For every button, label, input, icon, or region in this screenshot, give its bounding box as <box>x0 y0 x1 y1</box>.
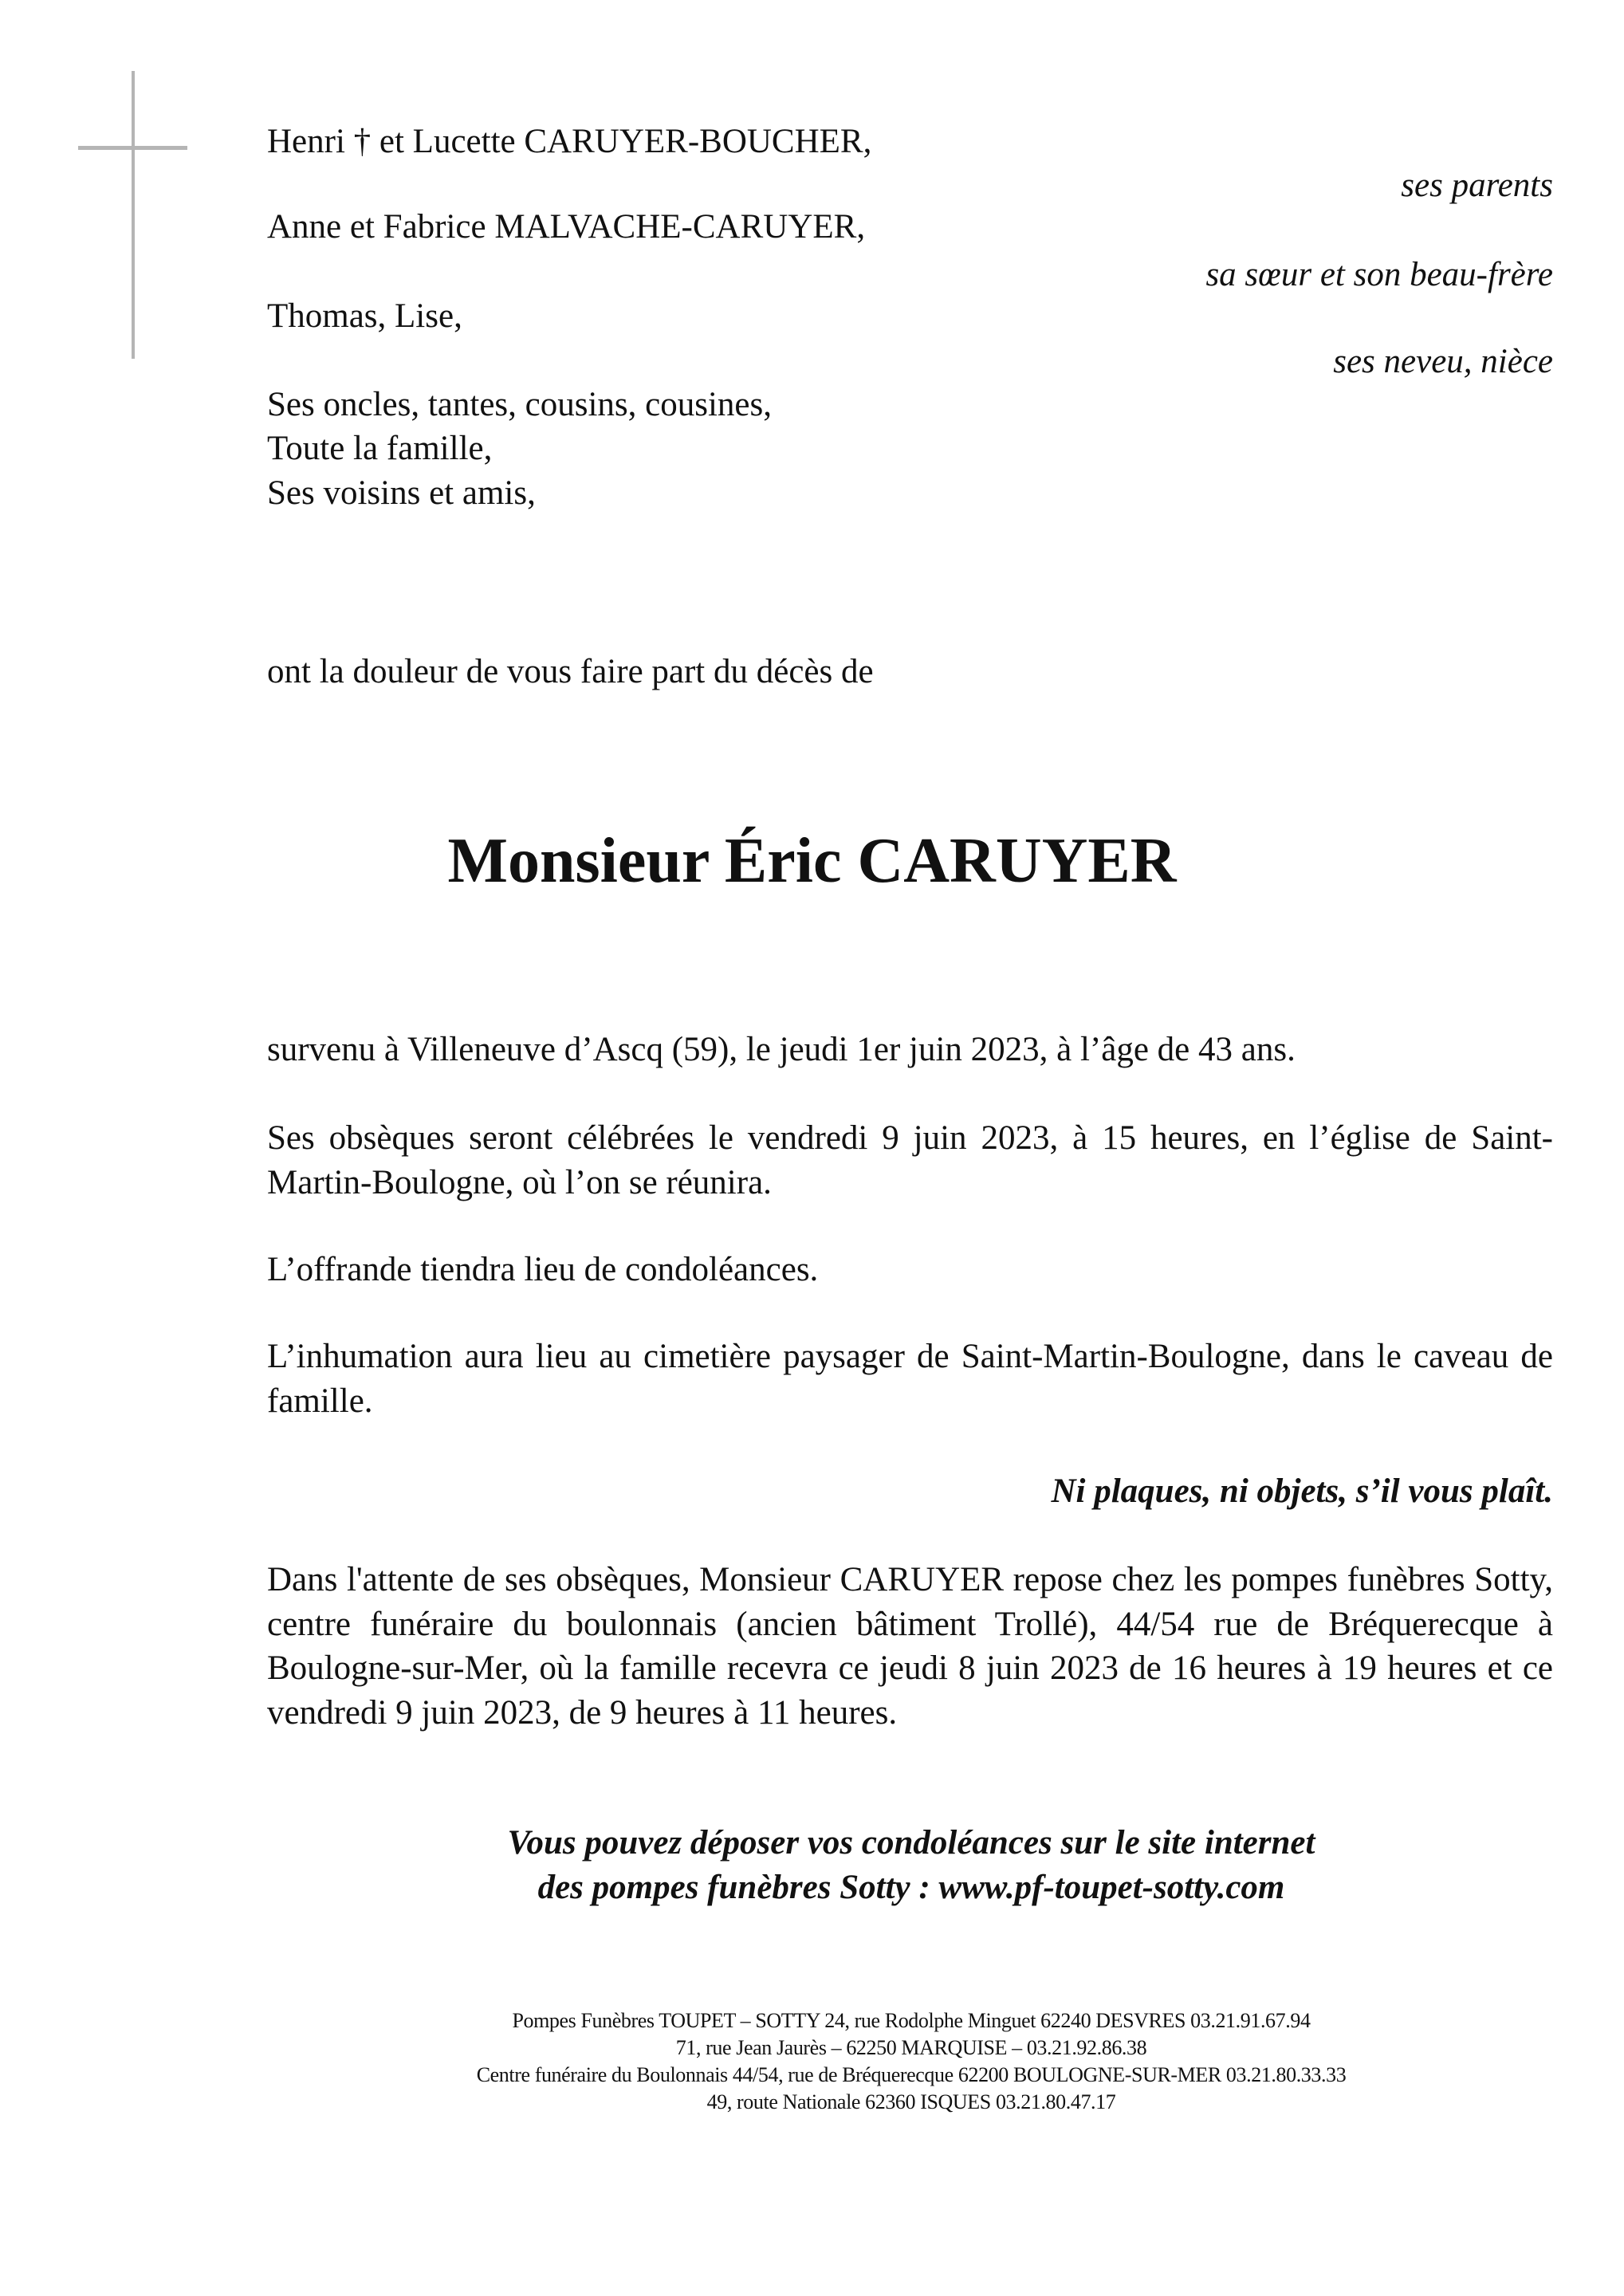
burial-paragraph: L’inhumation aura lieu au cimetière paysager de Saint-Martin-Boulogne, dans le caveau de famille. <box>267 1338 1553 1420</box>
cross-vertical-bar <box>132 71 135 359</box>
rest-paragraph: Dans l'attente de ses obsèques, Monsieur CARUYER repose chez les pompes funèbres Sotty, centre funéraire du boulonnais (ancien bâtiment Trollé), 44/54 rue de Bréquerecque à Boulogne-sur-Mer, où la famille recevra ce jeudi 8 juin 2023 de 16 heures à 19 heures et ce vendredi 9 juin 2023, de 9 heures à 11 heures. <box>267 1561 1553 1732</box>
others-line: Toute la famille, <box>267 430 493 467</box>
family-relation-sister: sa sœur et son beau-frère <box>1205 256 1553 293</box>
family-names-sister: Anne et Fabrice MALVACHE-CARUYER, <box>267 208 866 246</box>
others-line: Ses voisins et amis, <box>267 474 536 512</box>
death-paragraph: survenu à Villeneuve d’Ascq (59), le jeudi 1er juin 2023, à l’âge de 43 ans. <box>267 1031 1296 1068</box>
condolences-line-website: des pompes funèbres Sotty : www.pf-toupet-sotty.com <box>537 1868 1285 1906</box>
funeral-paragraph: Ses obsèques seront célébrées le vendredi 9 juin 2023, à 15 heures, en l’église de Saint-Martin-Boulogne, où l’on se réunira. <box>267 1119 1553 1201</box>
family-relation-parents: ses parents <box>1401 167 1553 204</box>
offering-paragraph: L’offrande tiendra lieu de condoléances. <box>267 1251 819 1288</box>
footer-line: Centre funéraire du Boulonnais 44/54, rue de Bréquerecque 62200 BOULOGNE-SUR-MER 03.21.80.33.33 <box>476 2063 1347 2086</box>
deceased-name: Monsieur Éric CARUYER <box>447 826 1177 896</box>
footer-line: Pompes Funèbres TOUPET – SOTTY 24, rue Rodolphe Minguet 62240 DESVRES 03.21.91.67.94 <box>512 2009 1311 2032</box>
footer-line: 49, route Nationale 62360 ISQUES 03.21.80.47.17 <box>706 2090 1116 2113</box>
family-relation-nephews: ses neveu, nièce <box>1333 343 1553 380</box>
family-names-nephews: Thomas, Lise, <box>267 297 462 335</box>
condolences-notice <box>353 1821 1469 1909</box>
family-names-parents: Henri † et Lucette CARUYER-BOUCHER, <box>267 123 872 160</box>
footer-line: 71, rue Jean Jaurès – 62250 MARQUISE – 03.21.92.86.38 <box>675 2036 1147 2059</box>
no-plaques-note: Ni plaques, ni objets, s’il vous plaît. <box>1051 1472 1553 1510</box>
cross-horizontal-bar <box>78 146 187 150</box>
announcement: ont la douleur de vous faire part du décès de <box>267 653 874 690</box>
condolences-line: Vous pouvez déposer vos condoléances sur le site internet <box>507 1824 1315 1862</box>
footer-addresses <box>353 2007 1469 2116</box>
others-line: Ses oncles, tantes, cousins, cousines, <box>267 386 772 423</box>
